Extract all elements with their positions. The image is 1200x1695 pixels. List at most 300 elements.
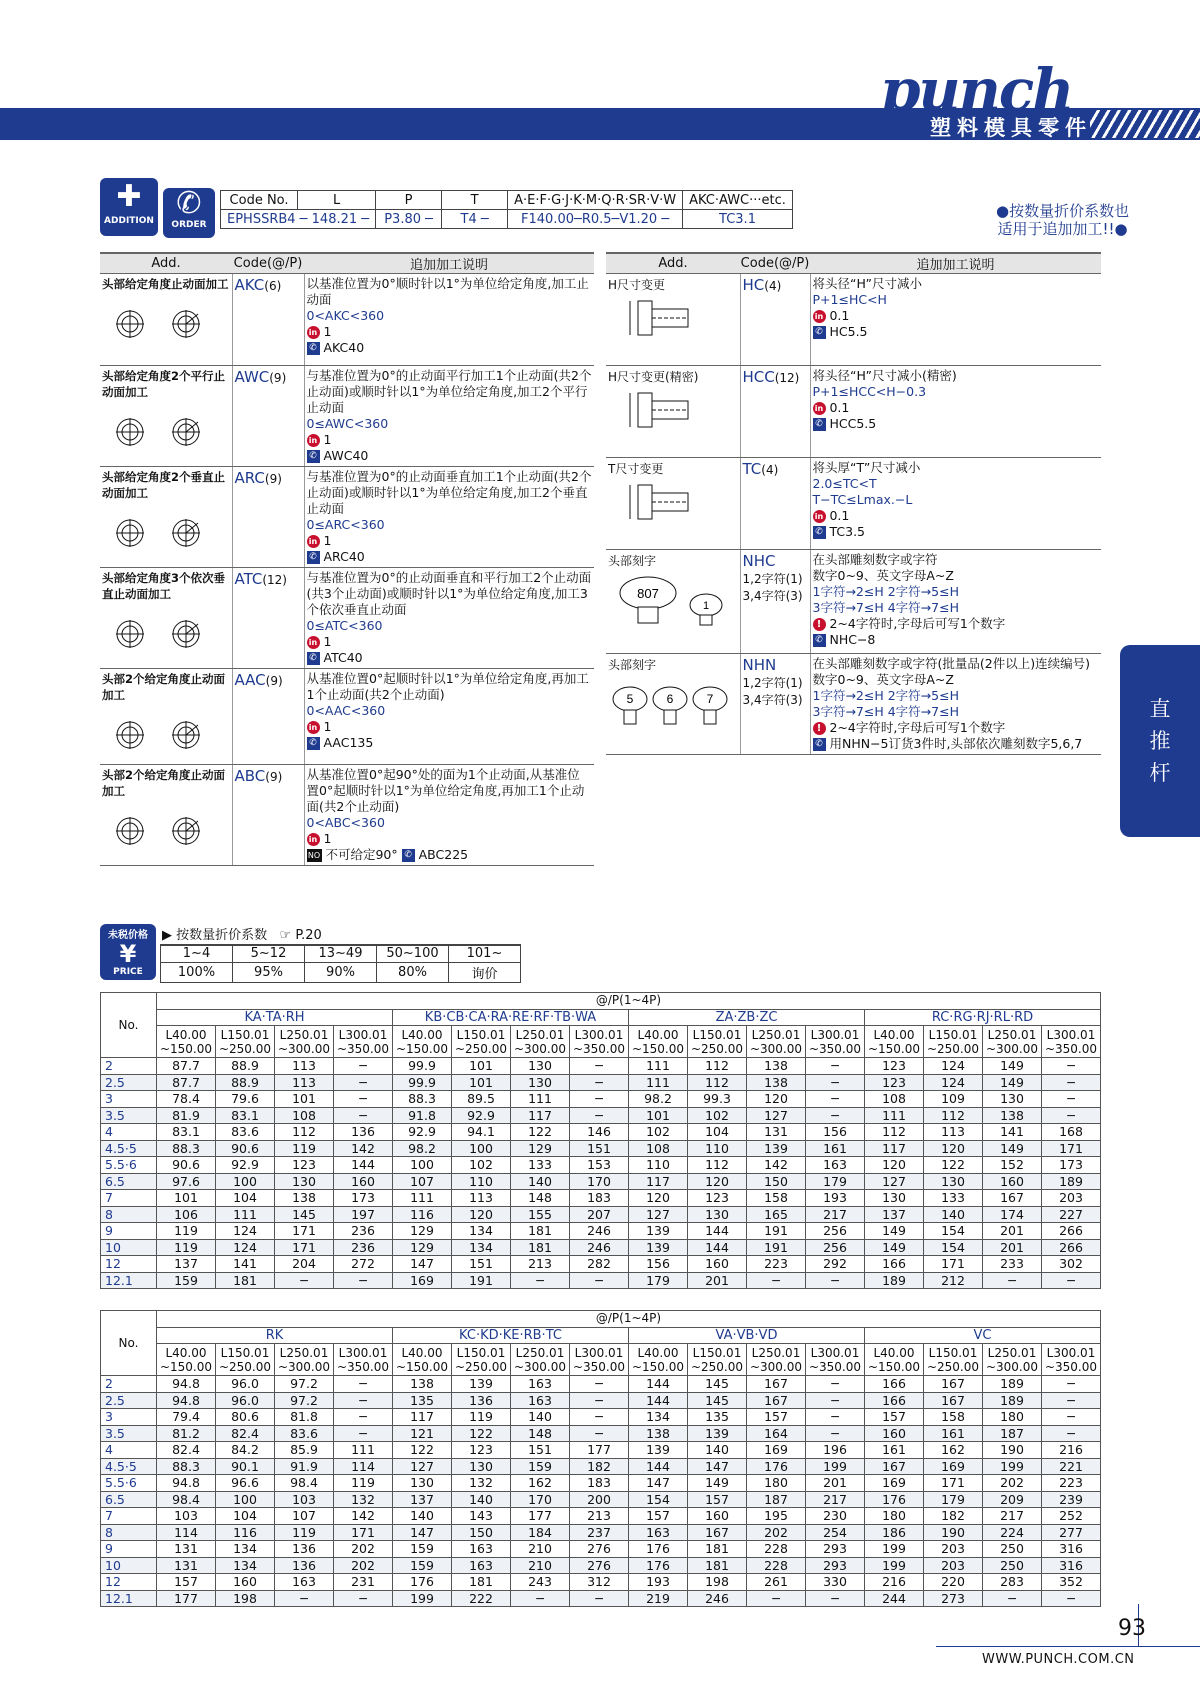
- table-row: [101, 1442, 1101, 1459]
- price-cell: 137: [865, 1206, 924, 1223]
- engrave-diagram-icon: [608, 673, 734, 733]
- brand-logo: punch: [880, 56, 1073, 124]
- price-cell: 239: [1042, 1491, 1101, 1508]
- price-cell: 117: [629, 1173, 688, 1190]
- code-value: T4 ─: [442, 210, 508, 229]
- price-cell: 81.9: [157, 1107, 216, 1124]
- price-cell: 117: [511, 1107, 570, 1124]
- price-cell: 164: [747, 1425, 806, 1442]
- warning-icon: !: [813, 722, 826, 735]
- price-cell: 149: [688, 1475, 747, 1492]
- price-cell: 186: [865, 1524, 924, 1541]
- no-icon: NO: [307, 851, 321, 860]
- price-cell: 154: [924, 1223, 983, 1240]
- price-cell: 266: [1042, 1239, 1101, 1256]
- price-cell: ─: [570, 1409, 629, 1426]
- price-cell: ─: [747, 1590, 806, 1607]
- price-cell: 181: [511, 1223, 570, 1240]
- price-cell: 147: [393, 1524, 452, 1541]
- discount-qty: 13~49: [305, 945, 377, 962]
- price-cell: 94.8: [157, 1475, 216, 1492]
- price-cell: 176: [747, 1458, 806, 1475]
- size-cell: 2.5: [101, 1392, 157, 1409]
- addition-code: TC: [742, 460, 762, 478]
- discount-qty: 101~: [449, 945, 521, 962]
- price-cell: 127: [747, 1107, 806, 1124]
- addition-increment: 1: [323, 634, 332, 649]
- price-cell: 167: [924, 1376, 983, 1393]
- discount-note: ●按数量折价系数也 适用于追加加工!!●: [996, 202, 1130, 238]
- table-row: [101, 1392, 1101, 1409]
- price-cell: 171: [275, 1239, 334, 1256]
- price-cell: 147: [629, 1475, 688, 1492]
- price-cell: 89.5: [452, 1091, 511, 1108]
- price-cell: 98.4: [275, 1475, 334, 1492]
- price-cell: 158: [924, 1409, 983, 1426]
- price-cell: 159: [157, 1272, 216, 1289]
- price-cell: 129: [393, 1223, 452, 1240]
- price-cell: 117: [865, 1140, 924, 1157]
- price-cell: ─: [806, 1392, 865, 1409]
- price-cell: 122: [924, 1157, 983, 1174]
- price-cell: 167: [747, 1392, 806, 1409]
- price-cell: 144: [629, 1458, 688, 1475]
- price-cell: 159: [511, 1458, 570, 1475]
- price-cell: 233: [983, 1256, 1042, 1273]
- price-cell: 149: [983, 1074, 1042, 1091]
- discount-rate: 询价: [449, 962, 521, 982]
- price-cell: 100: [216, 1173, 275, 1190]
- no-header: No.: [101, 993, 157, 1058]
- price-cell: 90.6: [216, 1140, 275, 1157]
- addition-name: 头部2个给定角度止动面加工: [102, 768, 226, 798]
- price-cell: ─: [806, 1107, 865, 1124]
- price-cell: 130: [688, 1206, 747, 1223]
- addition-desc: 将头径“H”尺寸减小(精密): [812, 368, 957, 383]
- price-cell: 244: [865, 1590, 924, 1607]
- price-cell: 146: [570, 1124, 629, 1141]
- price-cell: 184: [511, 1524, 570, 1541]
- price-cell: 151: [570, 1140, 629, 1157]
- price-cell: 167: [924, 1392, 983, 1409]
- price-cell: ─: [806, 1091, 865, 1108]
- price-cell: 173: [334, 1190, 393, 1207]
- code-example-table: [220, 190, 793, 229]
- addition-row: [606, 366, 1101, 458]
- price-cell: 199: [865, 1557, 924, 1574]
- price-cell: 131: [157, 1557, 216, 1574]
- length-range-header: L150.01 ~250.00: [924, 1026, 983, 1058]
- price-cell: 116: [216, 1524, 275, 1541]
- addition-price: 1,2字符(1): [742, 572, 803, 586]
- price-cell: 108: [865, 1091, 924, 1108]
- price-cell: 135: [393, 1392, 452, 1409]
- size-cell: 7: [101, 1508, 157, 1525]
- code-value: P3.80 ─: [376, 210, 442, 229]
- length-range-header: L300.01 ~350.00: [806, 1026, 865, 1058]
- price-table-2: [100, 1310, 1101, 1607]
- price-cell: 182: [924, 1508, 983, 1525]
- table-row: [101, 1541, 1101, 1558]
- price-cell: ─: [1042, 1058, 1101, 1075]
- table-row: [101, 1074, 1101, 1091]
- addition-increment: 0.1: [829, 308, 850, 323]
- price-cell: 221: [1042, 1458, 1101, 1475]
- price-cell: 273: [924, 1590, 983, 1607]
- price-cell: 98.2: [393, 1140, 452, 1157]
- price-cell: 144: [688, 1239, 747, 1256]
- price-cell: 210: [511, 1541, 570, 1558]
- price-cell: 107: [275, 1508, 334, 1525]
- length-range-header: L150.01 ~250.00: [688, 1344, 747, 1376]
- addition-desc: 在头部雕刻数字或字符(批量品(2件以上)连续编号): [812, 656, 1090, 671]
- price-cell: 144: [334, 1157, 393, 1174]
- price-cell: 129: [393, 1239, 452, 1256]
- price-cell: 87.7: [157, 1058, 216, 1075]
- price-cell: 124: [924, 1074, 983, 1091]
- price-cell: 217: [983, 1508, 1042, 1525]
- price-cell: 277: [1042, 1524, 1101, 1541]
- addition-increment: 0.1: [829, 400, 850, 415]
- price-cell: ─: [334, 1272, 393, 1289]
- order-example-icon: ✆: [307, 450, 320, 463]
- price-cell: 119: [157, 1239, 216, 1256]
- price-cell: 139: [688, 1425, 747, 1442]
- price-cell: ─: [570, 1074, 629, 1091]
- price-cell: 147: [688, 1458, 747, 1475]
- addition-price: 3,4字符(3): [742, 589, 803, 603]
- price-cell: 106: [157, 1206, 216, 1223]
- price-cell: 124: [216, 1239, 275, 1256]
- price-cell: 101: [157, 1190, 216, 1207]
- price-cell: 176: [629, 1541, 688, 1558]
- price-cell: 145: [688, 1392, 747, 1409]
- size-cell: 2: [101, 1376, 157, 1393]
- size-cell: 8: [101, 1524, 157, 1541]
- addition-desc: 数字0~9、英文字母A~Z: [812, 672, 954, 687]
- addition-increment: 1: [323, 831, 332, 846]
- addition-increment: 0.1: [829, 508, 850, 523]
- price-cell: 101: [452, 1058, 511, 1075]
- addition-price: 3,4字符(3): [742, 693, 803, 707]
- price-cell: 97.6: [157, 1173, 216, 1190]
- price-cell: 104: [688, 1124, 747, 1141]
- price-cell: 187: [983, 1425, 1042, 1442]
- price-cell: 130: [452, 1458, 511, 1475]
- price-cell: 100: [452, 1140, 511, 1157]
- order-example-icon: ✆: [307, 652, 320, 665]
- price-cell: 104: [216, 1508, 275, 1525]
- length-range-header: L300.01 ~350.00: [570, 1344, 629, 1376]
- code-header: A·E·F·G·J·K·M·Q·R·SR·V·W: [508, 191, 683, 210]
- price-cell: 191: [452, 1272, 511, 1289]
- increment-icon: in: [813, 402, 826, 415]
- addition-desc: P+1≤HC<H: [812, 292, 887, 307]
- addition-desc: 从基准位置0°起90°处的面为1个止动面,从基准位置0°起顺时针以1°为单位给定角度,再加工1个止动面(共2个止动面): [306, 767, 585, 814]
- addition-desc: T−TC≤Lmax.−L: [812, 492, 913, 507]
- price-cell: 122: [452, 1425, 511, 1442]
- price-cell: 102: [452, 1157, 511, 1174]
- price-cell: 113: [924, 1124, 983, 1141]
- price-cell: 330: [806, 1574, 865, 1591]
- price-cell: 219: [629, 1590, 688, 1607]
- price-cell: 163: [629, 1524, 688, 1541]
- addition-desc: P+1≤HCC<H−0.3: [812, 384, 927, 399]
- addition-range: 0<ABC<360: [306, 815, 385, 830]
- price-cell: 276: [570, 1541, 629, 1558]
- code-value: TC3.1: [683, 210, 793, 229]
- addition-row: [100, 568, 594, 669]
- length-range-header: L150.01 ~250.00: [688, 1026, 747, 1058]
- price-cell: 114: [157, 1524, 216, 1541]
- price-cell: 187: [747, 1491, 806, 1508]
- price-cell: 179: [629, 1272, 688, 1289]
- price-cell: 122: [393, 1442, 452, 1459]
- price-cell: 127: [393, 1458, 452, 1475]
- table-row: [101, 1574, 1101, 1591]
- table-row: [101, 1491, 1101, 1508]
- addition-range: 0≤ARC<360: [306, 517, 385, 532]
- svg-text:807: 807: [637, 586, 659, 601]
- price-cell: 189: [983, 1376, 1042, 1393]
- price-cell: 102: [688, 1107, 747, 1124]
- addition-price: (4): [761, 463, 779, 477]
- price-cell: 352: [1042, 1574, 1101, 1591]
- table-row: [101, 1223, 1101, 1240]
- addition-desc: 将头径“H”尺寸减小: [812, 276, 922, 291]
- size-cell: 8: [101, 1206, 157, 1223]
- price-cell: 148: [511, 1190, 570, 1207]
- price-cell: 302: [1042, 1256, 1101, 1273]
- price-cell: 203: [924, 1541, 983, 1558]
- price-cell: 81.8: [275, 1409, 334, 1426]
- addition-order-example: NHC−8: [829, 632, 876, 647]
- size-cell: 9: [101, 1223, 157, 1240]
- addition-order-example: HC5.5: [829, 324, 868, 339]
- size-cell: 4: [101, 1442, 157, 1459]
- addition-name: 头部2个给定角度止动面加工: [102, 672, 226, 702]
- price-cell: 113: [452, 1190, 511, 1207]
- addition-desc: 3字符→7≤H 4字符→7≤H: [812, 704, 959, 719]
- price-cell: ─: [275, 1272, 334, 1289]
- price-cell: 199: [393, 1590, 452, 1607]
- price-cell: 174: [983, 1206, 1042, 1223]
- price-cell: 103: [157, 1508, 216, 1525]
- price-cell: 163: [511, 1392, 570, 1409]
- addition-desc: 与基准位置为0°的止动面垂直和平行加工2个止动面(共3个止动面)或顺时针以1°为单位给定角度,加工3个依次垂直止动面: [306, 570, 592, 617]
- price-cell: 161: [865, 1442, 924, 1459]
- price-cell: ─: [1042, 1590, 1101, 1607]
- price-cell: 189: [1042, 1173, 1101, 1190]
- discount-rate: 95%: [233, 962, 305, 982]
- price-cell: ─: [570, 1091, 629, 1108]
- table-row: [101, 1190, 1101, 1207]
- addition-desc: 与基准位置为0°的止动面垂直加工1个止动面(共2个止动面)或顺时针以1°为单位给定角度,加工2个垂直止动面: [306, 469, 592, 516]
- addition-code: AAC: [234, 671, 266, 689]
- price-cell: 78.4: [157, 1091, 216, 1108]
- price-cell: 150: [747, 1173, 806, 1190]
- pin-diagram-icon: [608, 293, 698, 341]
- price-cell: 212: [924, 1272, 983, 1289]
- addition-table-left: Add. Code(@/P) 追加加工说明 头部给定角度止动面加工 AKC(6) 以基准位置为0°顺时针以1°为单位给定角度,加工止动面 0<AKC<360 in 1 ✆ AKC40 头部给定角度2个平行止动面加工 AWC(9) 与基准位置为0°的止动面平行加工1个止动面(共2个止动面)或顺时针以1°为单位给定角度,加工2个平行止动面 0≤AWC<360 in 1 ✆ AWC40 头部给定角度2个垂直止动面加工 ARC(9) 与基准位置为0°的止动面垂直加工1个止动面(共2个止动面)或顺时针以1°为单位给定角度,加工2个垂直止动面 0≤ARC<360 in 1 ✆ ARC40 头部给定角度3个依次垂直止动面加工 ATC(12) 与基准位置为0°的止动面垂直和平行加工2个止动面(共3个止动面)或顺时针以1°为单位给定角度,加工3个依次垂直止动面 0≤ATC<360 in 1 ✆ ATC40 头部2个给定角度止动面加工 AAC(9) 从基准位置0°起顺时针以1°为单位给定角度,再加工1个止动面(共2个止动面) 0<AAC<360 in 1 ✆ AAC135 头部2个给定角度止动面加工 ABC(9) 从基准位置0°起90°处的面为1个止动面,从基准位置0°起顺时针以1°为单位给定角度,再加工1个止动面(共2个止动面) 0<ABC<360 in 1 NO 不可给定90° ✆ ABC225: [100, 252, 594, 866]
- price-cell: 207: [570, 1206, 629, 1223]
- price-cell: 163: [452, 1541, 511, 1558]
- price-cell: 216: [1042, 1442, 1101, 1459]
- price-cell: 201: [806, 1475, 865, 1492]
- addition-row: [100, 467, 594, 568]
- addition-desc: 2.0≤TC<T: [812, 476, 877, 491]
- price-cell: ─: [1042, 1272, 1101, 1289]
- addition-range: 0<AAC<360: [306, 703, 386, 718]
- price-cell: 130: [393, 1475, 452, 1492]
- addition-range: 0≤ATC<360: [306, 618, 383, 633]
- price-cell: 217: [806, 1491, 865, 1508]
- price-cell: 116: [393, 1206, 452, 1223]
- price-cell: 154: [629, 1491, 688, 1508]
- price-cell: 101: [275, 1091, 334, 1108]
- order-example-icon: ✆: [813, 526, 826, 539]
- price-cell: ─: [570, 1272, 629, 1289]
- price-cell: 149: [865, 1223, 924, 1240]
- price-cell: 193: [806, 1190, 865, 1207]
- price-cell: 139: [747, 1140, 806, 1157]
- angle-diagram-icon: [102, 400, 222, 456]
- angle-diagram-icon: [102, 292, 222, 348]
- discount-title: ▶ 按数量折价系数 ☞ P.20: [162, 928, 322, 943]
- code-header: AKC·AWC···etc.: [683, 191, 793, 210]
- size-cell: 3: [101, 1409, 157, 1426]
- price-cell: ─: [1042, 1425, 1101, 1442]
- size-cell: 10: [101, 1557, 157, 1574]
- price-cell: ─: [511, 1272, 570, 1289]
- price-cell: 189: [983, 1392, 1042, 1409]
- price-cell: 183: [570, 1190, 629, 1207]
- price-cell: 252: [1042, 1508, 1101, 1525]
- price-cell: 99.3: [688, 1091, 747, 1108]
- size-cell: 10: [101, 1239, 157, 1256]
- discount-rate: 90%: [305, 962, 377, 982]
- price-cell: 217: [806, 1206, 865, 1223]
- price-cell: 139: [629, 1239, 688, 1256]
- addition-order-example: AAC135: [323, 735, 374, 750]
- price-cell: ─: [806, 1376, 865, 1393]
- price-table-1: [100, 992, 1101, 1289]
- price-cell: 119: [452, 1409, 511, 1426]
- price-cell: ─: [570, 1425, 629, 1442]
- price-cell: 144: [688, 1223, 747, 1240]
- price-cell: 132: [334, 1491, 393, 1508]
- price-cell: 130: [511, 1074, 570, 1091]
- price-cell: 140: [688, 1442, 747, 1459]
- size-cell: 3: [101, 1091, 157, 1108]
- addition-code: ATC: [234, 570, 263, 588]
- price-cell: 120: [629, 1190, 688, 1207]
- series-group-header: KA·TA·RH: [157, 1009, 393, 1026]
- price-cell: 133: [924, 1190, 983, 1207]
- price-cell: ─: [334, 1107, 393, 1124]
- brand-subtitle: 塑料模具零件: [930, 116, 1092, 140]
- price-cell: 179: [924, 1491, 983, 1508]
- addition-code: AWC: [234, 368, 270, 386]
- length-range-header: L250.01 ~300.00: [511, 1026, 570, 1058]
- price-cell: ─: [334, 1074, 393, 1091]
- price-cell: 180: [865, 1508, 924, 1525]
- price-cell: 83.6: [216, 1124, 275, 1141]
- price-cell: 113: [275, 1058, 334, 1075]
- order-example-icon: ✆: [813, 634, 826, 647]
- size-cell: 12: [101, 1574, 157, 1591]
- code-value: F140.00─R0.5─V1.20 ─: [508, 210, 683, 229]
- price-cell: 112: [688, 1074, 747, 1091]
- length-range-header: L250.01 ~300.00: [747, 1344, 806, 1376]
- price-cell: 135: [688, 1409, 747, 1426]
- price-cell: 316: [1042, 1541, 1101, 1558]
- price-cell: 312: [570, 1574, 629, 1591]
- table-row: [101, 1239, 1101, 1256]
- size-cell: 4: [101, 1124, 157, 1141]
- price-cell: 119: [275, 1140, 334, 1157]
- price-cell: 113: [275, 1074, 334, 1091]
- price-cell: ─: [806, 1058, 865, 1075]
- price-cell: 189: [865, 1272, 924, 1289]
- price-cell: 198: [216, 1590, 275, 1607]
- price-top-header: @/P(1~4P): [157, 993, 1101, 1010]
- price-cell: 139: [452, 1376, 511, 1393]
- price-cell: 151: [511, 1442, 570, 1459]
- price-cell: 149: [865, 1239, 924, 1256]
- code-header: L: [298, 191, 376, 210]
- addition-code: NHC: [742, 552, 776, 570]
- price-cell: 230: [806, 1508, 865, 1525]
- price-cell: 292: [806, 1256, 865, 1273]
- price-cell: 223: [1042, 1475, 1101, 1492]
- length-range-header: L250.01 ~300.00: [275, 1026, 334, 1058]
- size-cell: 9: [101, 1541, 157, 1558]
- length-range-header: L40.00 ~150.00: [629, 1026, 688, 1058]
- table-row: [101, 1475, 1101, 1492]
- price-cell: 293: [806, 1557, 865, 1574]
- price-cell: 141: [216, 1256, 275, 1273]
- price-cell: 138: [983, 1107, 1042, 1124]
- price-cell: 127: [629, 1206, 688, 1223]
- addition-code: ARC: [234, 469, 265, 487]
- price-cell: 316: [1042, 1557, 1101, 1574]
- price-cell: ─: [334, 1409, 393, 1426]
- addition-name: 头部刻字: [608, 554, 657, 568]
- price-cell: 202: [334, 1541, 393, 1558]
- price-cell: 123: [452, 1442, 511, 1459]
- price-cell: 120: [865, 1157, 924, 1174]
- price-cell: 98.4: [157, 1491, 216, 1508]
- price-cell: 91.8: [393, 1107, 452, 1124]
- addition-price: (6): [264, 279, 282, 293]
- increment-icon: in: [813, 510, 826, 523]
- addition-price: (4): [764, 279, 782, 293]
- price-cell: 114: [334, 1458, 393, 1475]
- price-cell: 254: [806, 1524, 865, 1541]
- price-cell: 108: [629, 1140, 688, 1157]
- price-cell: 161: [806, 1140, 865, 1157]
- addition-desc: 数字0~9、英文字母A~Z: [812, 568, 954, 583]
- price-cell: 100: [393, 1157, 452, 1174]
- price-cell: 180: [983, 1409, 1042, 1426]
- price-cell: 117: [393, 1409, 452, 1426]
- price-cell: 134: [216, 1557, 275, 1574]
- addition-range: 0≤AWC<360: [306, 416, 389, 431]
- addition-row: [100, 765, 594, 866]
- price-cell: 82.4: [157, 1442, 216, 1459]
- price-cell: 272: [334, 1256, 393, 1273]
